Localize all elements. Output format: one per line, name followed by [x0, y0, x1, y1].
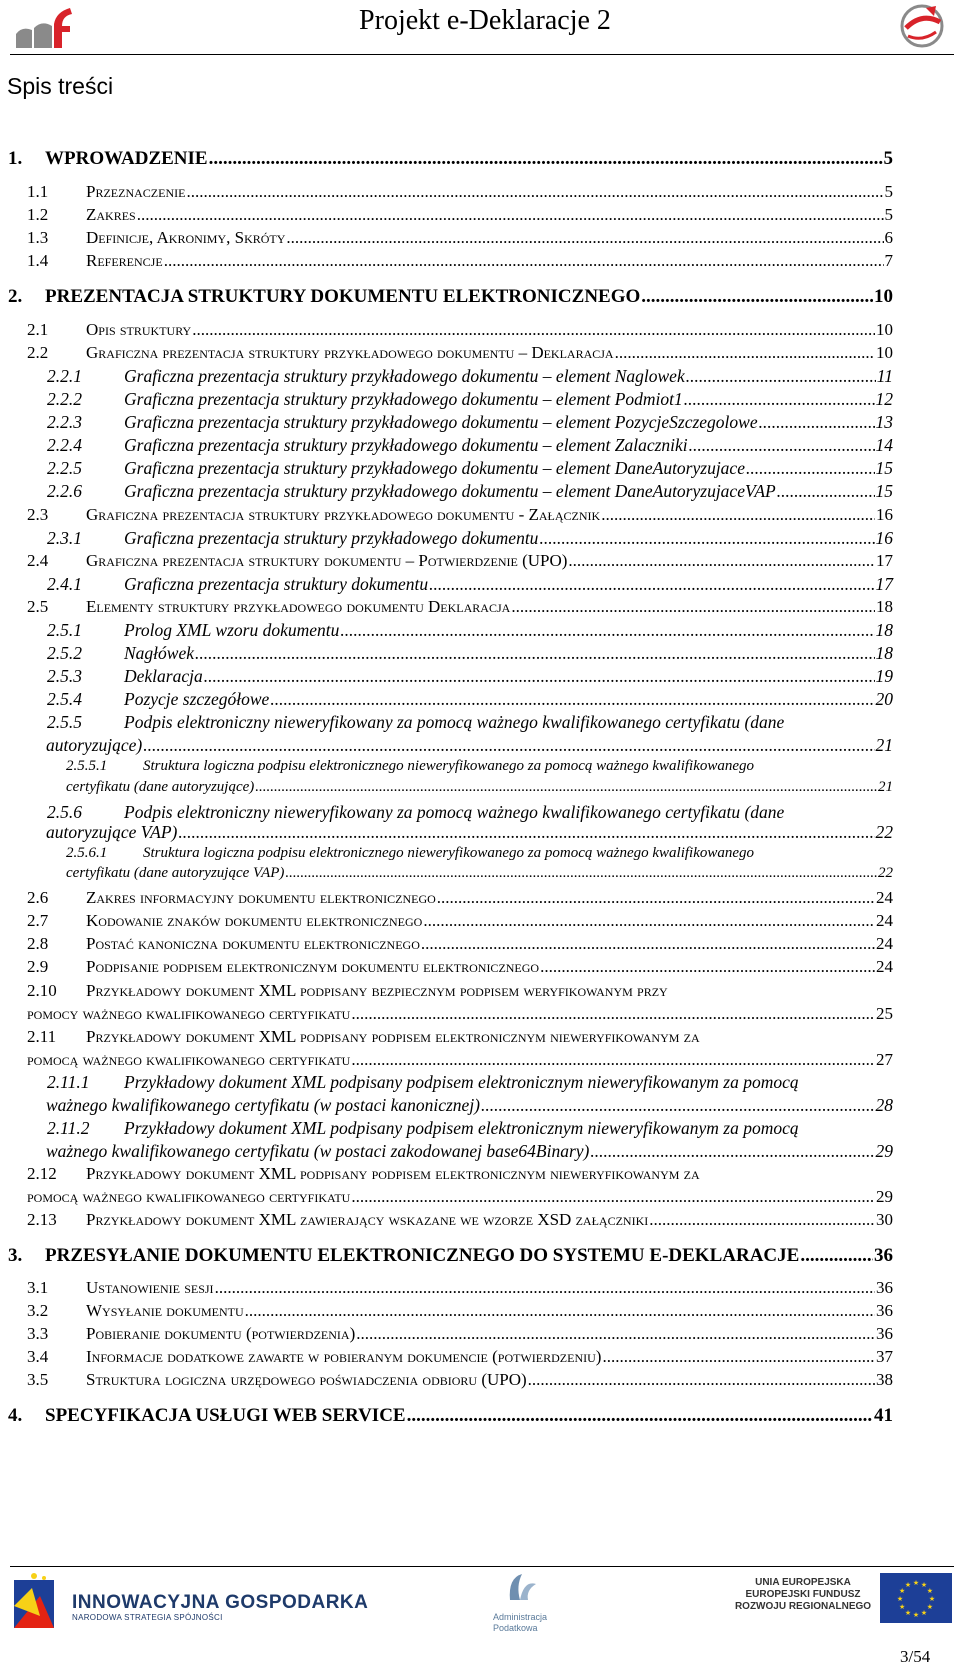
eu-star-icon: ★: [904, 1581, 912, 1590]
toc-page: 21: [878, 779, 893, 795]
toc-leader-dots: [137, 205, 884, 225]
toc-entry-2-10[interactable]: [27, 981, 893, 1001]
toc-text: PRZESYŁANIE DOKUMENTU ELEKTRONICZNEGO DO SYSTEMU E-DEKLARACJE: [45, 1245, 800, 1266]
toc-entry-continuation[interactable]: [27, 1187, 893, 1207]
toc-leader-dots: [777, 481, 875, 502]
toc-text: Nagłówek: [124, 643, 194, 663]
toc-page: 28: [875, 1095, 893, 1115]
toc-text: Graficzna prezentacja struktury przykładowego dokumentu – element DaneAutoryzujaceVAP: [124, 481, 776, 501]
toc-page: 36: [874, 1245, 893, 1266]
toc-text: Graficzna prezentacja struktury przykładowego dokumentu – element Podmiot1: [124, 389, 683, 409]
toc-text-continuation: autoryzujące): [46, 735, 143, 755]
page-header: [0, 0, 960, 56]
eu-fund-text: [730, 1577, 876, 1613]
innowacyjna-gospodarka-emblem: [10, 1566, 60, 1632]
toc-entry-2-13[interactable]: [27, 1210, 893, 1230]
eu-star-icon: ★: [912, 1579, 920, 1587]
toc-entry-2-11-2[interactable]: [47, 1118, 893, 1139]
toc-page: 15: [875, 458, 893, 478]
toc-entry-continuation[interactable]: [27, 1050, 893, 1070]
toc-text: Struktura logiczna podpisu elektronicznego nieweryfikowanego za pomocą ważnego kwalifikowanego: [143, 845, 755, 861]
eu-star-icon: ★: [926, 1587, 934, 1595]
toc-leader-dots: [143, 735, 874, 756]
toc-leader-dots: [356, 1324, 875, 1344]
toc-text: Graficzna prezentacja struktury przykładowego dokumentu – element Zalaczniki: [124, 435, 688, 455]
eu-star-icon: ★: [904, 1608, 912, 1617]
toc-entry-2-2-6[interactable]: [47, 481, 893, 502]
toc-page: 18: [875, 620, 893, 640]
toc-leader-dots: [286, 228, 883, 248]
toc-entry-2-2-4[interactable]: [47, 435, 893, 456]
toc-entry-2-11-1[interactable]: [47, 1072, 893, 1093]
administracja-podatkowa-text: [493, 1612, 547, 1634]
toc-entry-continuation[interactable]: [27, 1004, 893, 1024]
toc-text: Przykładowy dokument XML podpisany podpisem elektronicznym nieweryfikowanym za: [86, 1164, 700, 1183]
toc-entry-2-5-6-1[interactable]: [66, 845, 893, 862]
toc-leader-dots: [351, 1187, 875, 1207]
eu-flag-icon: [880, 1573, 952, 1623]
toc-leader-dots: [540, 957, 875, 977]
eu-star-icon: ★: [912, 1611, 920, 1619]
toc-entry-2-2-3[interactable]: [47, 412, 893, 433]
toc-page: 24: [876, 911, 893, 930]
toc-page: 5: [884, 182, 893, 201]
toc-page: 5: [884, 205, 893, 224]
toc-number: 2.4.1: [47, 574, 82, 594]
toc-page: 18: [875, 643, 893, 663]
toc-leader-dots: [351, 1004, 875, 1024]
toc-entry-continuation[interactable]: [66, 779, 893, 796]
toc-page: 10: [876, 343, 893, 362]
toc-leader-dots: [684, 389, 875, 410]
toc-number: 2.10: [27, 981, 57, 1000]
toc-leader-dots: [270, 689, 874, 710]
toc-text: Przykładowy dokument XML zawierający wskazane we wzorze XSD załączniki: [86, 1210, 649, 1229]
toc-page: 36: [876, 1278, 893, 1297]
toc-entry-3-4[interactable]: [27, 1347, 893, 1367]
toc-page: 16: [876, 505, 893, 524]
ap-line-2: Podatkowa: [493, 1623, 538, 1633]
toc-text: Definicje, Akronimy, Skróty: [86, 228, 286, 247]
toc-text: Graficzna prezentacja struktury przykładowego dokumentu – element PozycjeSzczegolowe: [124, 412, 758, 432]
toc-entry-2-5[interactable]: [27, 597, 893, 617]
toc-number: 2.2.4: [47, 435, 82, 455]
toc-page: 7: [884, 251, 893, 270]
toc-page: 5: [883, 148, 893, 169]
eu-star-icon: ★: [920, 1608, 928, 1617]
footer-divider: [10, 1566, 954, 1567]
toc-entry-3-1[interactable]: [27, 1278, 893, 1298]
toc-page: 19: [875, 666, 893, 686]
toc-text-continuation: pomocą ważnego kwalifikowanego certyfikatu: [27, 1187, 351, 1206]
toc-page: 6: [884, 228, 893, 247]
toc-entry-2-5-5[interactable]: [47, 712, 893, 733]
toc-number: 1.3: [27, 228, 49, 247]
eu-line-2: EUROPEJSKI FUNDUSZ: [745, 1589, 861, 1600]
toc-page: 12: [875, 389, 893, 409]
toc-entry-2-4-1[interactable]: [47, 574, 893, 595]
toc-page: 10: [876, 320, 893, 339]
toc-number: 2.9: [27, 957, 49, 976]
toc-leader-dots: [215, 1278, 875, 1298]
toc-number: 2.12: [27, 1164, 57, 1183]
toc-entry-2-6[interactable]: [27, 888, 893, 908]
toc-entry-2-5-6[interactable]: [47, 802, 893, 823]
toc-number: 1.2: [27, 205, 49, 224]
toc-text: Przeznaczenie: [86, 182, 186, 201]
toc-entry-3[interactable]: [8, 1245, 893, 1267]
toc-number: 2.2.3: [47, 412, 82, 432]
toc-leader-dots: [759, 412, 875, 433]
toc-entry-2-2-2[interactable]: [47, 389, 893, 410]
toc-entry-2-5-5-1[interactable]: [66, 758, 893, 775]
toc-text: Struktura logiczna podpisu elektronicznego nieweryfikowanego za pomocą ważnego kwalifikowanego: [143, 758, 755, 774]
eu-star-icon: ★: [920, 1581, 928, 1590]
toc-text: Przykładowy dokument XML podpisany podpisem elektronicznym nieweryfikowanym za pomocą: [124, 1118, 799, 1138]
toc-page: 11: [876, 366, 893, 386]
toc-number: 3.5: [27, 1370, 49, 1389]
toc-leader-dots: [511, 597, 875, 617]
toc-entry-continuation[interactable]: [46, 822, 893, 843]
toc-leader-dots: [601, 505, 875, 525]
toc-text: Prolog XML wzoru dokumentu: [124, 620, 340, 640]
toc-leader-dots: [746, 458, 875, 479]
toc-text: Elementy struktury przykładowego dokumentu Deklaracja: [86, 597, 511, 616]
toc-leader-dots: [539, 528, 874, 549]
toc-text: Graficzna prezentacja struktury dokumentu – Potwierdzenie (UPO): [86, 551, 568, 570]
toc-page: 15: [875, 481, 893, 501]
toc-page: 29: [876, 1187, 893, 1206]
toc-number: 2.11: [27, 1027, 57, 1046]
toc-text-continuation: pomocą ważnego kwalifikowanego certyfikatu: [27, 1050, 351, 1069]
toc-number: 2.: [8, 286, 23, 307]
toc-page: 27: [876, 1050, 893, 1069]
toc-text: Opis struktury: [86, 320, 192, 339]
toc-text: Graficzna prezentacja struktury przykładowego dokumentu – element Naglowek: [124, 366, 685, 386]
toc-number: 3.: [8, 1245, 23, 1266]
toc-text-continuation: autoryzujące VAP): [46, 822, 178, 842]
toc-text-continuation: certyfikatu (dane autoryzujące): [66, 779, 255, 795]
toc-page: 10: [874, 286, 893, 307]
toc-entry-2-2-1[interactable]: [47, 366, 893, 387]
toc-page: 36: [876, 1324, 893, 1343]
toc-page: 16: [875, 528, 893, 548]
toc-page: 17: [875, 574, 893, 594]
toc-number: 4.: [8, 1405, 23, 1426]
toc-number: 2.2.2: [47, 389, 82, 409]
toc-number: 2.7: [27, 911, 49, 930]
toc-number: 2.5.6.1: [66, 845, 108, 861]
toc-page: 36: [876, 1301, 893, 1320]
toc-leader-dots: [285, 865, 877, 882]
toc-entry-2-2[interactable]: [27, 343, 893, 363]
toc-leader-dots: [164, 251, 884, 271]
toc-entry-2-9[interactable]: [27, 957, 893, 977]
toc-leader-dots: [421, 934, 875, 954]
eu-star-icon: ★: [898, 1603, 906, 1611]
toc-leader-dots: [195, 643, 875, 664]
toc-page: 24: [876, 888, 893, 907]
toc-entry-3-5[interactable]: [27, 1370, 893, 1390]
eu-line-1: UNIA EUROPEJSKA: [755, 1577, 851, 1588]
toc-number: 2.4: [27, 551, 49, 570]
toc-leader-dots: [649, 1210, 875, 1230]
toc-text: Zakres informacyjny dokumentu elektronicznego: [86, 888, 436, 907]
toc-page: 14: [875, 435, 893, 455]
toc-text: Referencje: [86, 251, 163, 270]
toc-entry-1[interactable]: [8, 148, 893, 170]
toc-page: 38: [876, 1370, 893, 1389]
ig-title: INNOWACYJNA GOSPODARKA: [72, 1592, 369, 1613]
toc-entry-2-8[interactable]: [27, 934, 893, 954]
toc-number: 2.1: [27, 320, 49, 339]
toc-leader-dots: [481, 1095, 874, 1116]
toc-leader-dots: [641, 286, 873, 308]
toc-number: 2.5.1: [47, 620, 82, 640]
toc-entry-1-2[interactable]: [27, 205, 893, 225]
toc-leader-dots: [351, 1050, 875, 1070]
toc-page: 30: [876, 1210, 893, 1229]
toc-text: Graficzna prezentacja struktury przykładowego dokumentu – element DaneAutoryzujace: [124, 458, 745, 478]
toc-page: 22: [878, 865, 893, 881]
toc-leader-dots: [689, 435, 875, 456]
toc-number: 3.4: [27, 1347, 49, 1366]
toc-number: 1.4: [27, 251, 49, 270]
document-title: Projekt e-Deklaracje 2: [359, 5, 611, 36]
toc-leader-dots: [255, 779, 877, 796]
toc-entry-2-11[interactable]: [27, 1027, 893, 1047]
toc-text: Wysyłanie dokumentu: [86, 1301, 244, 1320]
toc-page: 18: [876, 597, 893, 616]
toc-leader-dots: [437, 888, 875, 908]
toc-number: 2.2.1: [47, 366, 82, 386]
toc-number: 2.5.4: [47, 689, 82, 709]
toc-text: WPROWADZENIE: [45, 148, 208, 169]
toc-leader-dots: [602, 1347, 875, 1367]
toc-entry-2-2-5[interactable]: [47, 458, 893, 479]
toc-entry-3-3[interactable]: [27, 1324, 893, 1344]
toc-entry-continuation[interactable]: [46, 735, 893, 756]
toc-leader-dots: [209, 148, 883, 170]
toc-entry-2-5-1[interactable]: [47, 620, 893, 641]
e-deklaracje-logo: [898, 2, 946, 50]
toc-number: 2.2: [27, 343, 49, 362]
toc-leader-dots: [178, 822, 874, 843]
toc-entry-1-3[interactable]: [27, 228, 893, 248]
toc-number: 3.3: [27, 1324, 49, 1343]
toc-number: 2.5.3: [47, 666, 82, 686]
eu-star-icon: ★: [926, 1603, 934, 1611]
toc-number: 2.2.5: [47, 458, 82, 478]
toc-number: 1.1: [27, 182, 49, 201]
toc-text: Podpis elektroniczny nieweryfikowany za pomocą ważnego kwalifikowanego certyfikatu (dane: [124, 712, 785, 732]
toc-text: Podpisanie podpisem elektronicznym dokumentu elektronicznego: [86, 957, 540, 976]
toc-entry-continuation[interactable]: [46, 1141, 893, 1162]
toc-text: Przykładowy dokument XML podpisany podpisem elektronicznym nieweryfikowanym za pomocą: [124, 1072, 799, 1092]
toc-entry-2-4[interactable]: [27, 551, 893, 571]
ap-line-1: Administracja: [493, 1612, 548, 1622]
toc-leader-dots: [800, 1245, 873, 1267]
toc-entry-2-3-1[interactable]: [47, 528, 893, 549]
toc-text: Przykładowy dokument XML podpisany podpisem elektronicznym nieweryfikowanym za: [86, 1027, 700, 1046]
toc-number: 2.5.5.1: [66, 758, 108, 774]
toc-page: 13: [875, 412, 893, 432]
toc-text: SPECYFIKACJA USŁUGI WEB SERVICE: [45, 1405, 406, 1426]
toc-number: 2.8: [27, 934, 49, 953]
toc-number: 2.2.6: [47, 481, 82, 501]
toc-leader-dots: [590, 1141, 874, 1162]
toc-number: 2.5: [27, 597, 49, 616]
toc-number: 2.11.1: [47, 1072, 90, 1092]
eu-line-3: ROZWOJU REGIONALNEGO: [734, 1601, 872, 1612]
toc-leader-dots: [429, 574, 874, 595]
toc-entry-1-4[interactable]: [27, 251, 893, 271]
toc-text: Informacje dodatkowe zawarte w pobieranym dokumencie (potwierdzeniu): [86, 1347, 602, 1366]
toc-entry-2[interactable]: [8, 286, 893, 308]
toc-leader-dots: [186, 182, 883, 202]
toc-text: PREZENTACJA STRUKTURY DOKUMENTU ELEKTRONICZNEGO: [45, 286, 641, 307]
toc-entry-2-1[interactable]: [27, 320, 893, 340]
toc-page: 25: [876, 1004, 893, 1023]
toc-text: Podpis elektroniczny nieweryfikowany za pomocą ważnego kwalifikowanego certyfikatu (dane: [124, 802, 785, 822]
toc-page: 20: [875, 689, 893, 709]
toc-entry-2-3[interactable]: [27, 505, 893, 525]
toc-number: 2.6: [27, 888, 49, 907]
toc-page: 37: [876, 1347, 893, 1366]
eu-star-icon: ★: [896, 1595, 904, 1603]
toc-text-continuation: ważnego kwalifikowanego certyfikatu (w postaci zakodowanej base64Binary): [46, 1141, 590, 1161]
toc-number: 2.5.6: [47, 802, 82, 822]
toc-page: 22: [875, 822, 893, 842]
toc-entry-3-2[interactable]: [27, 1301, 893, 1321]
toc-text: Graficzna prezentacja struktury przykładowego dokumentu - Załącznik: [86, 505, 601, 524]
toc-text: Struktura logiczna urzędowego poświadczenia odbioru (UPO): [86, 1370, 527, 1389]
toc-text: Postać kanoniczna dokumentu elektronicznego: [86, 934, 420, 953]
toc-text-continuation: pomocy ważnego kwalifikowanego certyfikatu: [27, 1004, 351, 1023]
toc-entry-4[interactable]: [8, 1405, 893, 1427]
toc-page: 21: [875, 735, 893, 755]
toc-leader-dots: [340, 620, 874, 641]
toc-leader-dots: [204, 666, 875, 687]
eu-star-icon: ★: [928, 1595, 936, 1603]
toc-text: Zakres: [86, 205, 136, 224]
toc-page: 29: [875, 1141, 893, 1161]
toc-entry-2-5-2[interactable]: [47, 643, 893, 664]
toc-text: Kodowanie znaków dokumentu elektronicznego: [86, 911, 423, 930]
toc-text-continuation: ważnego kwalifikowanego certyfikatu (w postaci kanonicznej): [46, 1095, 481, 1115]
toc-text: Deklaracja: [124, 666, 203, 686]
toc-text: Przykładowy dokument XML podpisany bezpiecznym podpisem weryfikowanym przy: [86, 981, 668, 1000]
toc-number: 1.: [8, 148, 23, 169]
toc-heading: Spis treści: [7, 73, 114, 99]
toc-number: 3.2: [27, 1301, 49, 1320]
toc-text: Pobieranie dokumentu (potwierdzenia): [86, 1324, 356, 1343]
toc-number: 2.11.2: [47, 1118, 90, 1138]
toc-number: 2.3.1: [47, 528, 82, 548]
toc-leader-dots: [568, 551, 875, 571]
toc-text: Graficzna prezentacja struktury przykładowego dokumentu: [124, 528, 539, 548]
toc-text-continuation: certyfikatu (dane autoryzujące VAP): [66, 865, 285, 881]
toc-entry-2-12[interactable]: [27, 1164, 893, 1184]
toc-number: 2.13: [27, 1210, 57, 1229]
toc-number: 2.3: [27, 505, 49, 524]
toc-entry-continuation[interactable]: [46, 1095, 893, 1116]
toc-leader-dots: [245, 1301, 875, 1321]
toc-entry-2-5-3[interactable]: [47, 666, 893, 687]
toc-page: 17: [876, 551, 893, 570]
toc-number: 2.5.2: [47, 643, 82, 663]
toc-leader-dots: [528, 1370, 875, 1390]
toc-text: Graficzna prezentacja struktury dokumentu: [124, 574, 429, 594]
toc-page: 24: [876, 934, 893, 953]
toc-leader-dots: [615, 343, 875, 363]
toc-entry-1-1[interactable]: [27, 182, 893, 202]
toc-page: 41: [874, 1405, 893, 1426]
toc-leader-dots: [407, 1405, 873, 1427]
toc-entry-continuation[interactable]: [66, 865, 893, 882]
toc-leader-dots: [192, 320, 875, 340]
eu-star-icon: ★: [898, 1587, 906, 1595]
toc-entry-2-5-4[interactable]: [47, 689, 893, 710]
toc-leader-dots: [686, 366, 876, 387]
toc-text: Graficzna prezentacja struktury przykładowego dokumentu – Deklaracja: [86, 343, 614, 362]
toc-text: Pozycje szczegółowe: [124, 689, 270, 709]
toc-page: 24: [876, 957, 893, 976]
toc-leader-dots: [423, 911, 875, 931]
page-number: 3/54: [900, 1647, 931, 1666]
header-divider: [10, 54, 954, 55]
toc-text: Ustanowienie sesji: [86, 1278, 214, 1297]
toc-number: 3.1: [27, 1278, 49, 1297]
toc-entry-2-7[interactable]: [27, 911, 893, 931]
ig-subtitle: NARODOWA STRATEGIA SPÓJNOŚCI: [72, 1613, 223, 1622]
toc-number: 2.5.5: [47, 712, 82, 732]
